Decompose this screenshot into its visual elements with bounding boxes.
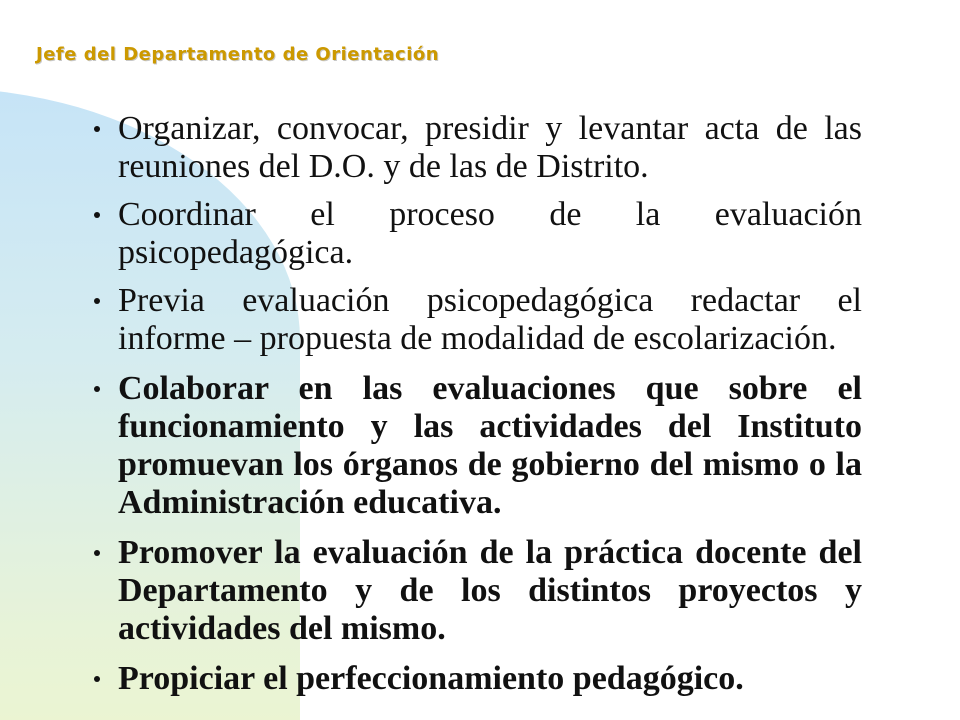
bullet-text: Colaborar en las evaluaciones que sobre el funcionamiento y las actividades del Instituto promuevan los órganos de gobierno del mismo o la Administración educativa. <box>118 370 862 521</box>
bullet-dot-icon <box>94 550 100 556</box>
bullet-dot-icon <box>94 298 100 304</box>
bullet-item <box>90 110 862 186</box>
bullet-item <box>90 660 862 698</box>
bullet-text: Previa evaluación psicopedagógica redactar el informe – propuesta de modalidad de escolarización. <box>118 282 862 357</box>
bullet-item <box>90 196 862 272</box>
bullet-dot-icon <box>94 212 100 218</box>
slide-title: Jefe del Departamento de Orientación <box>36 44 440 65</box>
bullet-item <box>90 370 862 522</box>
bullet-dot-icon <box>94 676 100 682</box>
bullet-text: Propiciar el perfeccionamiento pedagógico. <box>118 660 744 697</box>
bullet-text: Coordinar el proceso de la evaluación psicopedagógica. <box>118 196 862 271</box>
bullet-item <box>90 534 862 648</box>
bullet-item <box>90 282 862 358</box>
bullet-text: Organizar, convocar, presidir y levantar acta de las reuniones del D.O. y de las de Distrito. <box>118 110 862 185</box>
bullet-dot-icon <box>94 386 100 392</box>
bullet-text: Promover la evaluación de la práctica docente del Departamento y de los distintos proyectos y actividades del mismo. <box>118 534 862 647</box>
bullet-dot-icon <box>94 126 100 132</box>
bullet-list <box>90 110 862 698</box>
